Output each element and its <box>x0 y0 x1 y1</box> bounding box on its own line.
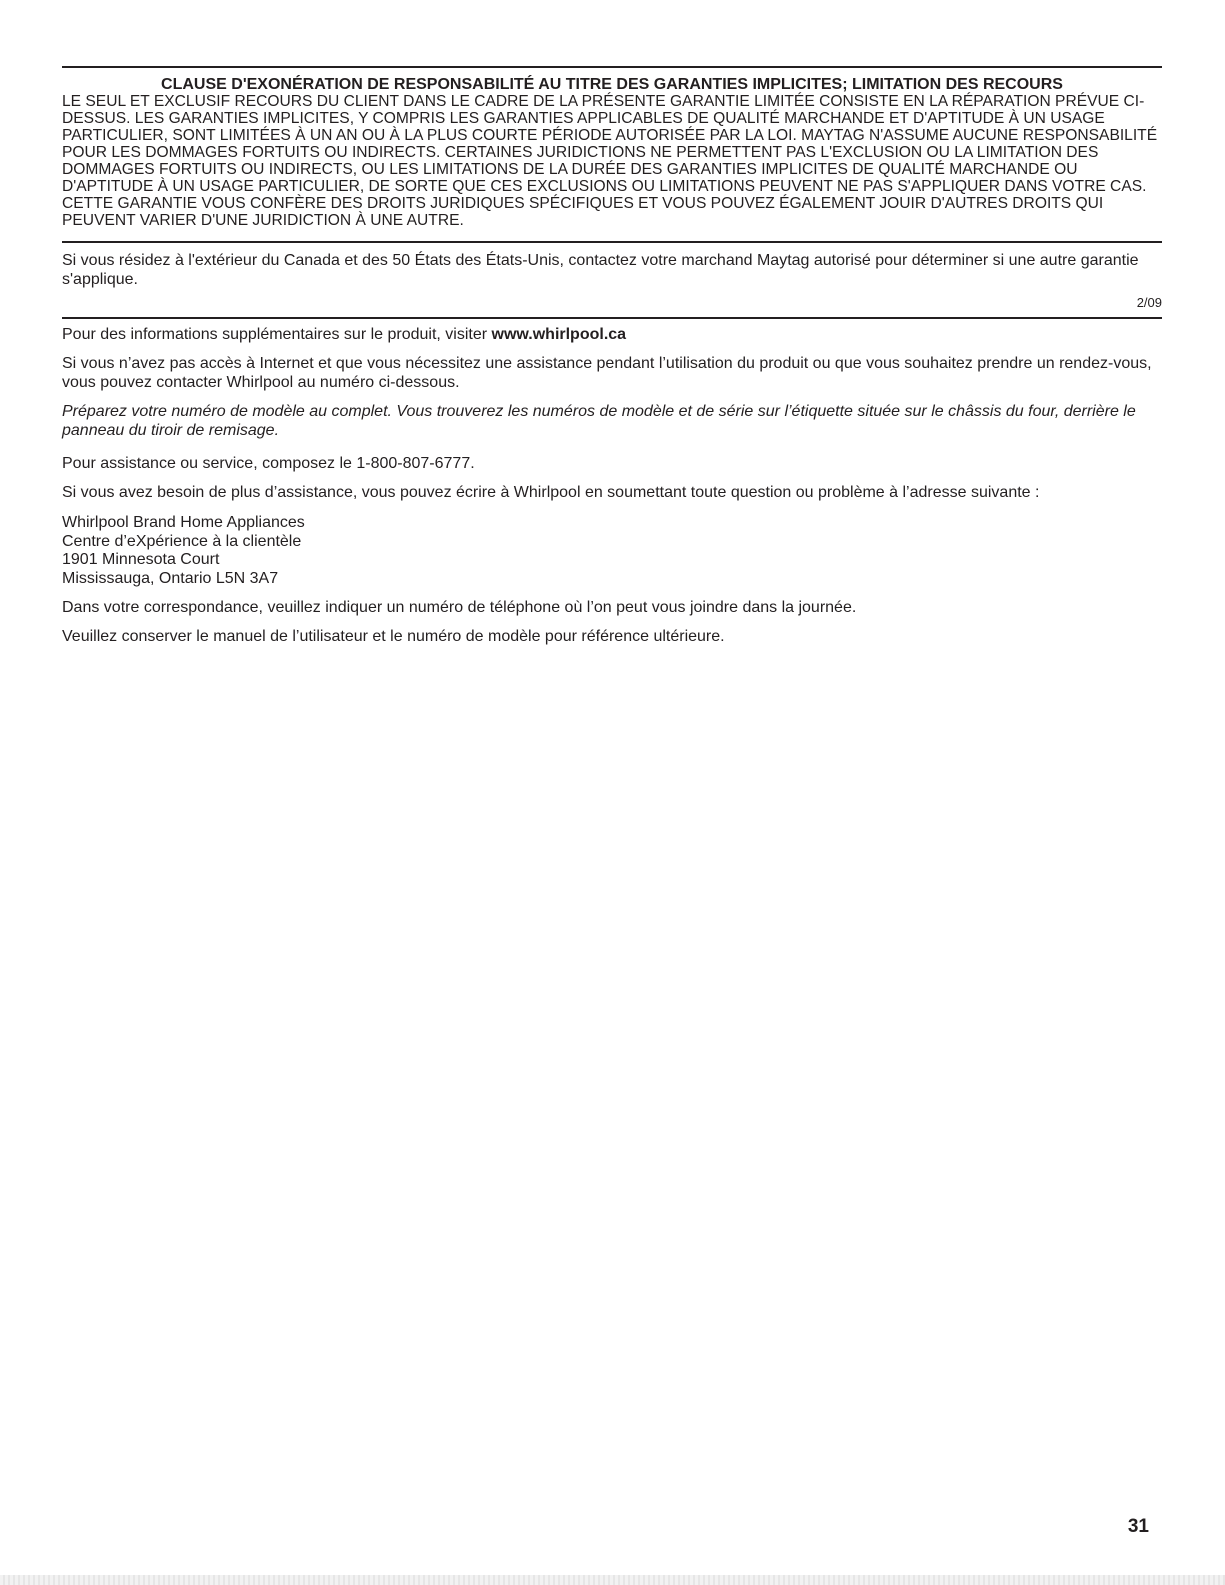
model-number-note: Préparez votre numéro de modèle au complet. Vous trouverez les numéros de modèle et de série sur l’étiquette située sur le châssis du four, derrière le panneau du tiroir de remisage. <box>62 403 1136 439</box>
info-divider <box>62 317 1162 319</box>
scan-edge <box>0 1575 1225 1585</box>
disclaimer-title: CLAUSE D'EXONÉRATION DE RESPONSABILITÉ AU TITRE DES GARANTIES IMPLICITES; LIMITATION DES RECOURS <box>161 76 1063 93</box>
disclaimer-divider <box>62 241 1162 243</box>
page-number: 31 <box>1127 1516 1149 1537</box>
website-link[interactable]: www.whirlpool.ca <box>491 326 627 343</box>
disclaimer-body: LE SEUL ET EXCLUSIF RECOURS DU CLIENT DANS LE CADRE DE LA PRÉSENTE GARANTIE LIMITÉE CONSISTE EN LA RÉPARATION PRÉVUE CI-DESSUS. LES GARANTIES IMPLICITES, Y COMPRIS LES GARANTIES APPLICABLES DE QUALITÉ MARCHANDE ET D'APTITUDE À UN USAGE PARTICULIER, SONT LIMITÉES À UN AN OU À LA PLUS COURTE PÉRIODE AUTORISÉE PAR LA LOI. MAYTAG N'ASSUME AUCUNE RESPONSABILITÉ POUR LES DOMMAGES FORTUITS OU INDIRECTS. CERTAINES JURIDICTIONS NE PERMETTENT PAS L'EXCLUSION OU LA LIMITATION DES DOMMAGES FORTUITS OU INDIRECTS, OU LES LIMITATIONS DE LA DURÉE DES GARANTIES IMPLICITES DE QUALITÉ MARCHANDE OU D'APTITUDE À UN USAGE PARTICULIER, DE SORTE QUE CES EXCLUSIONS OU LIMITATIONS PEUVENT NE PAS S'APPLIQUER DANS VOTRE CAS. CETTE GARANTIE VOUS CONFÈRE DES DROITS JURIDIQUES SPÉCIFIQUES ET VOUS POUVEZ ÉGALEMENT JOUIR D'AUTRES DROITS QUI PEUVENT VARIER D'UNE JURIDICTION À UNE AUTRE. <box>62 93 1158 229</box>
address-line: Centre d’eXpérience à la clientèle <box>62 532 302 550</box>
mailing-address <box>62 514 1162 588</box>
website-line <box>62 325 1162 344</box>
assistance-phone: Pour assistance ou service, composez le 1-800-807-6777. <box>62 455 475 472</box>
write-to-whirlpool: Si vous avez besoin de plus d’assistance, vous pouvez écrire à Whirlpool en soumettant toute question ou problème à l’adresse suivante : <box>62 484 1040 501</box>
outside-warranty-note: Si vous résidez à l'extérieur du Canada et des 50 États des États-Unis, contactez votre marchand Maytag autorisé pour déterminer si une autre garantie s'applique. <box>62 252 1139 288</box>
keep-manual-note: Veuillez conserver le manuel de l’utilisateur et le numéro de modèle pour référence ultérieure. <box>62 628 725 645</box>
top-divider <box>62 66 1162 68</box>
address-line: Mississauga, Ontario L5N 3A7 <box>62 569 279 587</box>
website-prefix: Pour des informations supplémentaires sur le produit, visiter <box>62 326 492 343</box>
revision-date: 2/09 <box>1136 295 1162 310</box>
no-internet-text: Si vous n’avez pas accès à Internet et que vous nécessitez une assistance pendant l’utilisation du produit ou que vous souhaitez prendre un rendez-vous, vous pouvez contacter Whirlpool au numéro ci-dessous. <box>62 355 1152 391</box>
page-content <box>62 0 1162 646</box>
address-line: 1901 Minnesota Court <box>62 551 220 568</box>
correspondence-note: Dans votre correspondance, veuillez indiquer un numéro de téléphone où l’on peut vous joindre dans la journée. <box>62 599 857 616</box>
address-line: Whirlpool Brand Home Appliances <box>62 514 305 531</box>
